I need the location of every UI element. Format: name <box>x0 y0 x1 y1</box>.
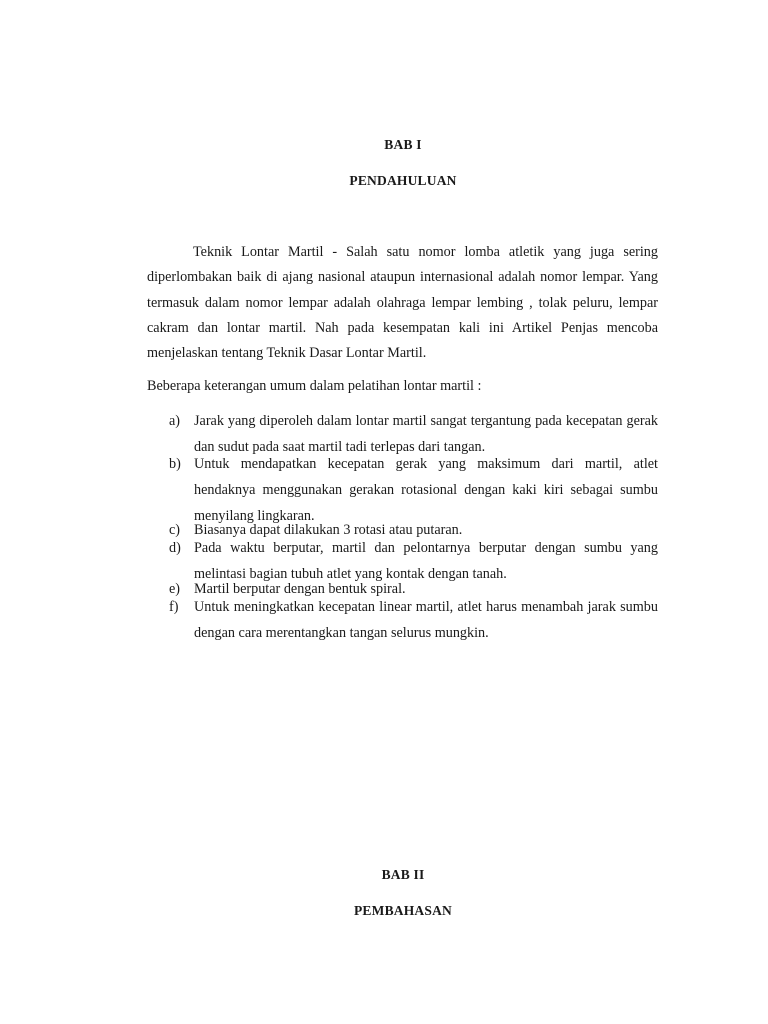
list-marker: b) <box>169 456 181 472</box>
list-marker: e) <box>169 581 181 597</box>
list-marker: f) <box>169 599 179 615</box>
list-item-text: Martil berputar dengan bentuk spiral. <box>194 581 406 597</box>
list-lead: Beberapa keterangan umum dalam pelatihan lontar martil : <box>147 378 482 394</box>
list-item-text: Biasanya dapat dilakukan 3 rotasi atau putaran. <box>194 522 463 538</box>
list-item-text: Untuk meningkatkan kecepatan linear martil, atlet harus menambah jarak sumbu dengan cara merentangkan tangan selurus mungkin. <box>194 599 658 641</box>
chapter-number: BAB I <box>384 137 422 152</box>
list-item-text: Jarak yang diperoleh dalam lontar martil sangat tergantung pada kecepatan gerak dan sudut pada saat martil tadi terlepas dari tangan. <box>194 413 658 455</box>
list-item-text: Pada waktu berputar, martil dan pelontarnya berputar dengan sumbu yang melintasi bagian tubuh atlet yang kontak dengan tanah. <box>194 540 658 582</box>
list-marker: a) <box>169 413 181 429</box>
chapter-number: BAB II <box>381 867 425 882</box>
list-item-text: Untuk mendapatkan kecepatan gerak yang maksimum dari martil, atlet hendaknya menggunakan gerakan rotasional dengan kaki kiri sebagai sumbu menyilang lingkaran. <box>194 456 658 524</box>
chapter-title: PEMBAHASAN <box>353 903 452 918</box>
list-marker: c) <box>169 522 181 538</box>
intro-paragraph: Teknik Lontar Martil - Salah satu nomor lomba atletik yang juga sering diperlombakan baik di ajang nasional ataupun internasional adalah nomor lempar. Yang termasuk dalam nomor lempar adalah olahraga lempar lembing , tolak peluru, lempar cakram dan lontar martil. Nah pada kesempatan kali ini Artikel Penjas mencoba menjelaskan tentang Teknik Dasar Lontar Martil. <box>147 244 658 362</box>
chapter-title: PENDAHULUAN <box>349 173 457 188</box>
list-marker: d) <box>169 540 181 556</box>
